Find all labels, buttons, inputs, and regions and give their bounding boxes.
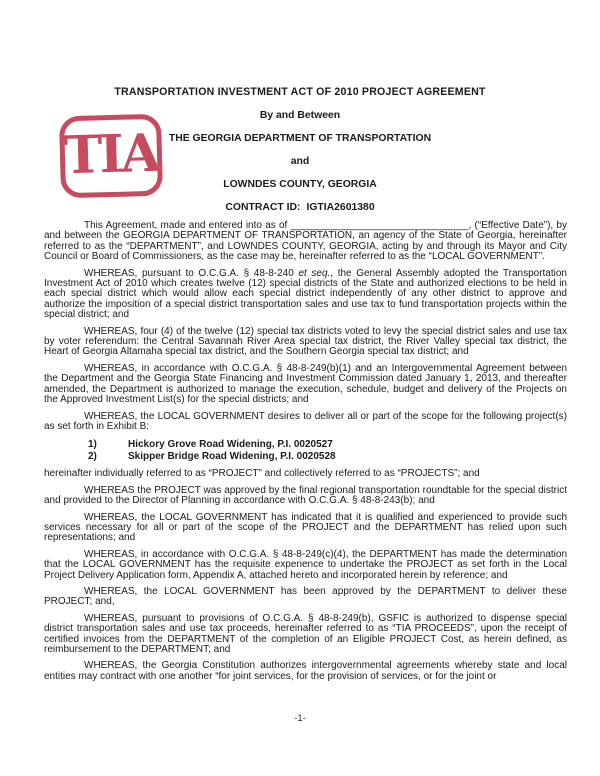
project-name: Hickory Grove Road Widening, P.I. 0020527 [128,439,333,451]
document-title: TRANSPORTATION INVESTMENT ACT OF 2010 PROJECT AGREEMENT [114,86,486,98]
paragraph-whereas-gsfic-agreement: WHEREAS, in accordance with O.C.G.A. § 48-8-249(b)(1) and an Intergovernmental Agreement between the Department and the Georgia State Financing and Investment Commission dated January 1, 2013, and thereafter amended, the Department is authorized to manage the execution, schedule, budget and delivery of the Projects on the Approved Investment List(s) for the special districts; and [44,362,567,406]
project-number: 2) [88,451,97,463]
project-number: 1) [88,439,97,451]
paragraph-whereas-qualified: WHEREAS, the LOCAL GOVERNMENT has indicated that it is qualified and experienced to provide such services necessary for all or part of the scope of the PROJECT and the DEPARTMENT has relied upon such representations; and [44,511,567,544]
tia-stamp-text: TIA [62,122,159,186]
contract-id-line [0,202,600,213]
whereas-districts-text-cont: , the General Assembly adopted the Transportation Investment Act of 2010 which creates twelve (12) special districts of the State and authorized elections to be held in each special district which would allow each special district independently of any other district to approve and authorize the imposition of a special district transportation sales and use tax to fund transportation projects within the special district; and [44,267,567,321]
paragraph-whereas-scope: WHEREAS, the LOCAL GOVERNMENT desires to deliver all or part of the scope for the following project(s) as set forth in Exhibit B: [44,410,567,432]
intro-prefix: This Agreement, made and entered into as of [84,220,291,231]
paragraph-whereas-determination: WHEREAS, in accordance with O.C.G.A. § 48-8-249(c)(4), the DEPARTMENT has made the determination that the LOCAL GOVERNMENT has the requisite experience to undertake the PROJECT as set forth in the Local Project Delivery Application form, Appendix A, attached hereto and incorporated herein by reference; and [44,548,567,581]
contract-id-label: CONTRACT ID: [225,202,301,213]
paragraph-projects-definition: hereinafter individually referred to as “PROJECT” and collectively referred to as “PROJECTS”; and [44,468,480,480]
paragraph-intro [44,221,567,263]
et-seq-italic: et seq. [298,267,331,279]
effective-date-blank: ________________________________ [290,220,469,231]
intro-suffix: , (“Effective Date”), by and between the GEORGIA DEPARTMENT OF TRANSPORTATION, an agency of the State of Georgia, hereinafter referred to as the “DEPARTMENT”, and LOWNDES COUNTY, GEORGIA, acting by and through its Mayor and City Council or Board of Commissioners, as the case may be, hereinafter referred to as the “LOCAL GOVERNMENT”. [44,220,567,263]
paragraph-whereas-referendum: WHEREAS, four (4) of the twelve (12) special tax districts voted to levy the special district sales and use tax by voter referendum: the Central Savannah River Area special tax district, the River Valley special tax district, the Heart of Georgia Altamaha special tax district, and the Southern Georgia special tax district; and [44,325,567,358]
party-local-government: LOWNDES COUNTY, GEORGIA [223,179,377,190]
whereas-districts-text: WHEREAS, pursuant to O.C.G.A. § 48-8-240 [84,267,299,279]
party-department: THE GEORGIA DEPARTMENT OF TRANSPORTATION [168,133,432,144]
by-and-between-label: By and Between [259,110,341,121]
paragraph-whereas-proceeds: WHEREAS, pursuant to provisions of O.C.G.A. § 48-8-249(b), GSFIC is authorized to dispense special district transportation sales and use tax proceeds, hereinafter referred to as “TIA PROCEEDS”, upon the receipt of certified invoices from the DEPARTMENT of the completion of an Eligible PROJECT Cost, as herein defined, as reimbursement to the DEPARTMENT; and [44,612,567,655]
project-name: Skipper Bridge Road Widening, P.I. 0020528 [128,451,336,463]
paragraph-whereas-approved: WHEREAS, the LOCAL GOVERNMENT has been approved by the DEPARTMENT to deliver these PROJECT; and, [44,585,567,608]
project-item [88,439,567,451]
contract-id-value: IGTIA2601380 [306,202,375,213]
tia-stamp-logo [59,114,163,199]
paragraph-whereas-districts [44,269,567,321]
project-item [88,451,567,463]
paragraph-whereas-constitution: WHEREAS, the Georgia Constitution authorizes intergovernmental agreements whereby state and local entities may contract with one another “for joint services, for the provision of services, or for the joint or [44,660,567,682]
and-label: and [290,156,310,167]
document-body [44,221,567,682]
paragraph-whereas-roundtable: WHEREAS the PROJECT was approved by the final regional transportation roundtable for the special district and provided to the Director of Planning in accordance with O.C.G.A. § 48-8-243(b); and [44,484,567,507]
page-number: -1- [294,713,306,724]
project-list [88,439,567,463]
